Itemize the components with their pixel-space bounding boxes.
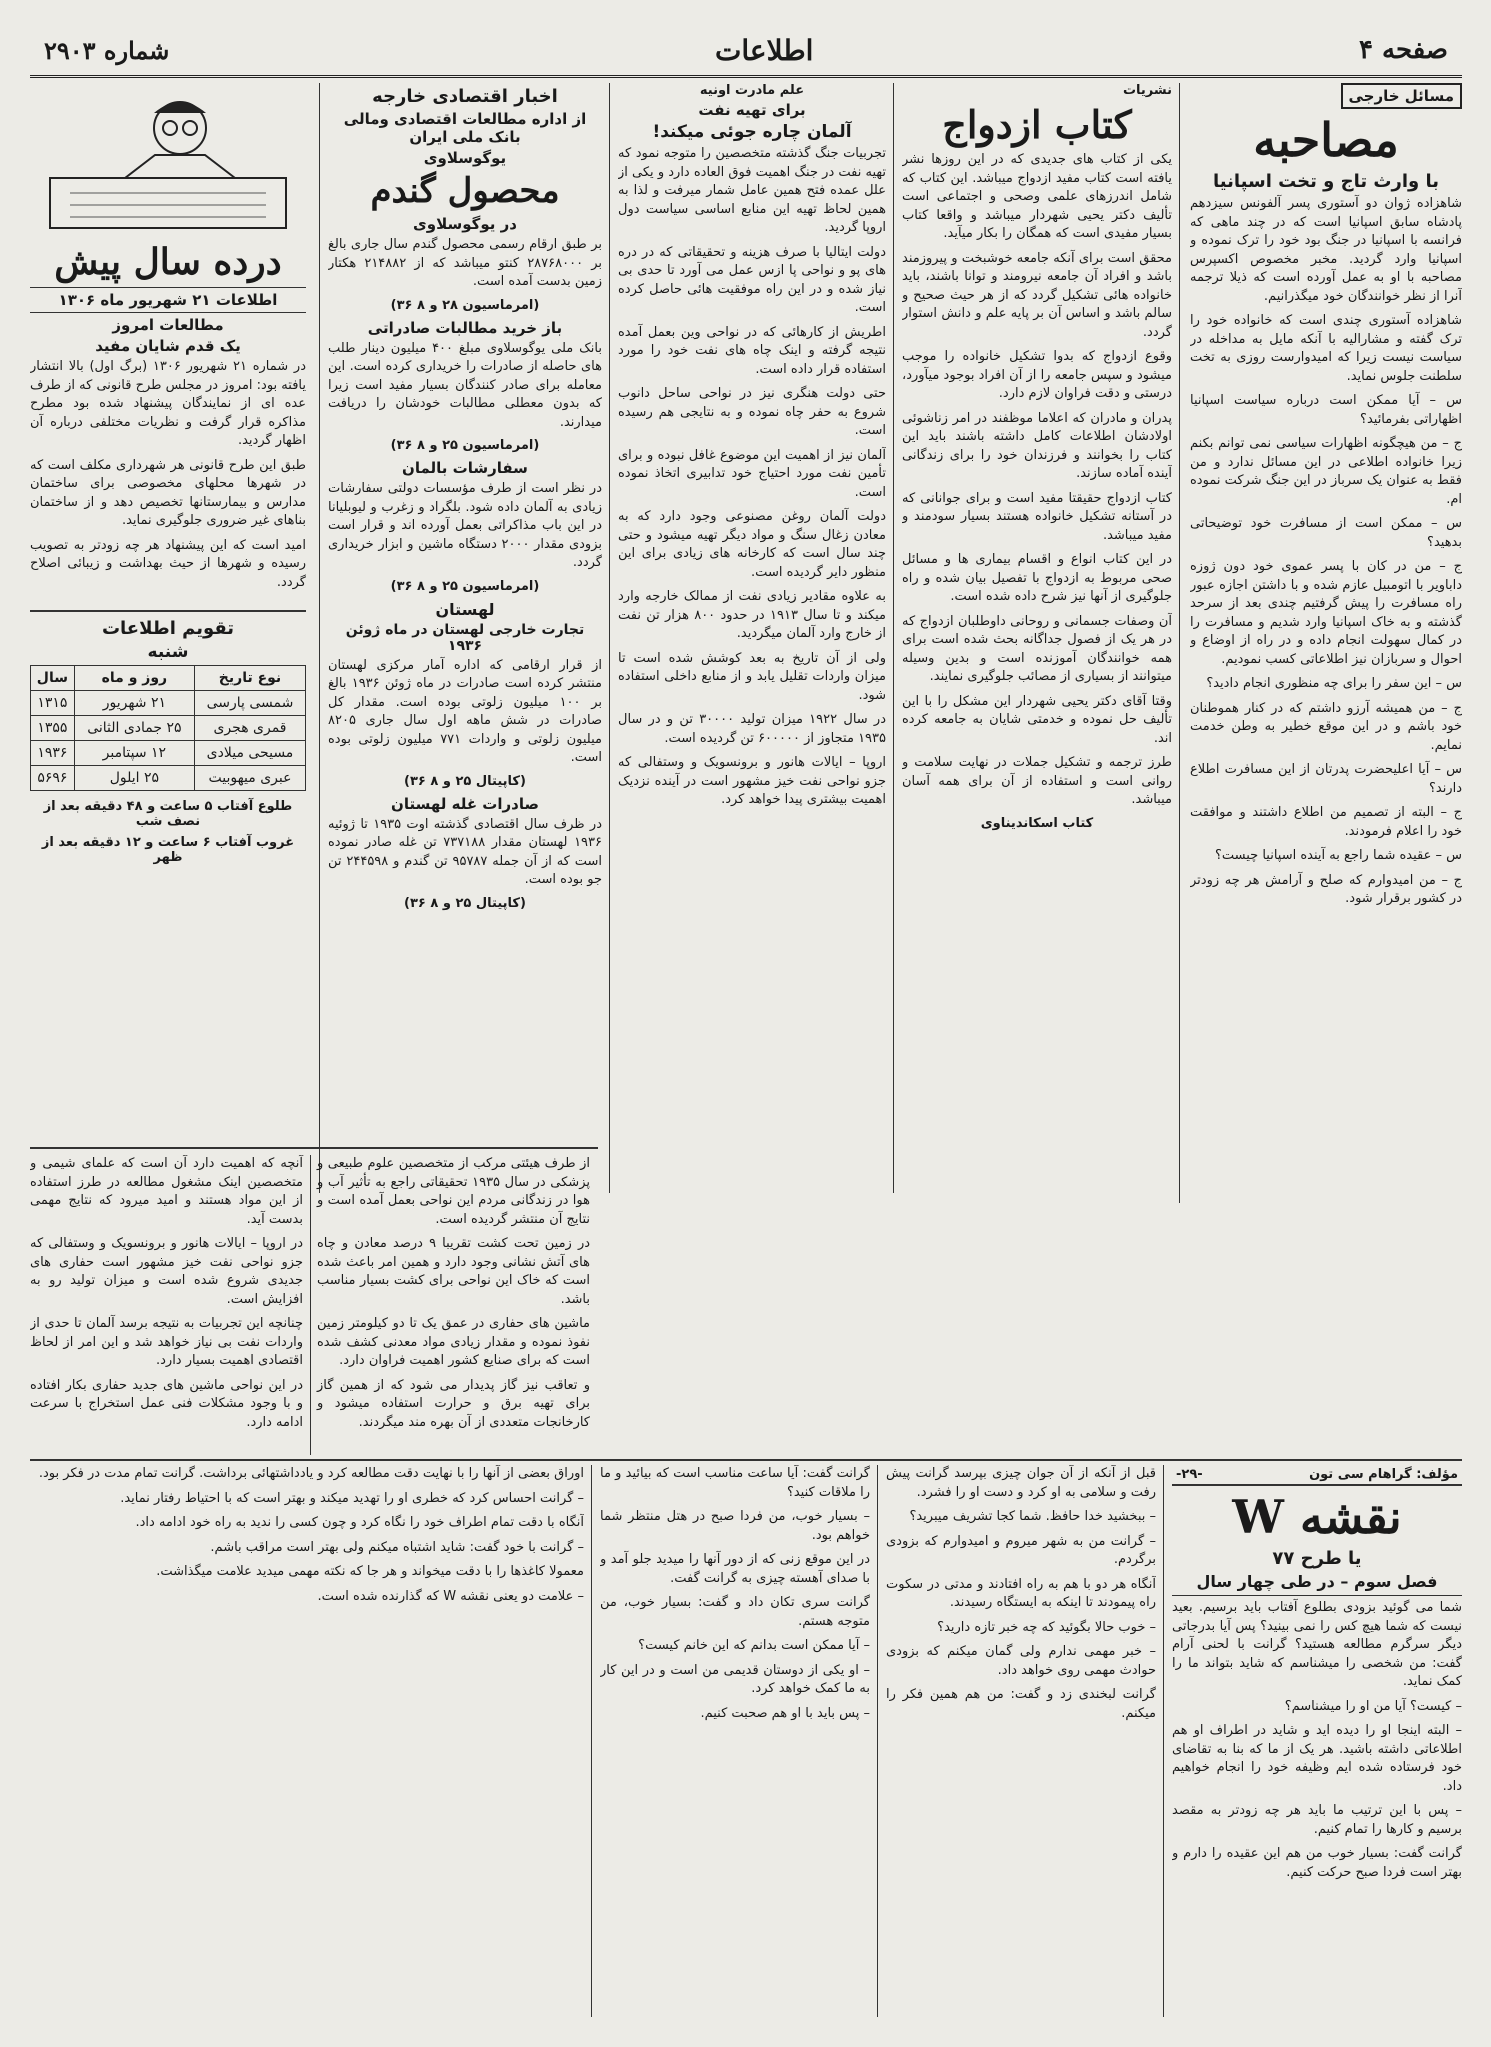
paragraph: ماشین های حفاری در عمق یک تا دو کیلومتر زمین نفوذ نموده و مقدار زیادی مواد معدنی کشف شده است که برای صنایع کشور اهمیت فراوان دارد. (317, 1316, 590, 1368)
paragraph: دولت آلمان روغن مصنوعی وجود دارد که به معادن زغال سنگ و مواد دیگر تهیه میشود و حتی چند سال است که کارخانه های زیادی برای این منظور دایر گردیده است. (618, 509, 886, 580)
calendar-cell: عبری میهوبیت (194, 766, 305, 791)
paragraph: محقق است برای آنکه جامعه خوشبخت و پیروزمند باشد و افراد آن جامعه نیرومند و توانا باشند، باید خانواده هائی تشکیل گردد که از هر حیث صحیح و سالم باشد و اساس آن بر پایه علم و دانش استوار گردد. (902, 250, 1172, 340)
serial-installment: -۲۹- (1176, 1467, 1203, 1482)
source-heading: از اداره مطالعات اقتصادی ومالی بانک ملی ایران (343, 110, 587, 146)
signature: کتاب اسکاندیناوی (980, 815, 1094, 831)
paragraph: شاهزاده ژوان دو آستوری پسر آلفونس سیزدهم پادشاه سابق اسپانیا است که در چند ماهی که فرانسه با اسپانیا در جنگ بود خود را ترک نموده و اسپانیا وارد گردید. مخبر مخصوص اکسپرس مصاحبه با او به عمل آورده است که ذیلا ترجمه آنرا از نظر خوانندگان خود میگذرانیم. (1190, 196, 1462, 304)
paragraph: س – ممکن است از مسافرت خود توضیحاتی بدهید؟ (1190, 516, 1462, 550)
country-heading: یوگوسلاوی (423, 149, 507, 167)
paragraph: طبق این طرح قانونی هر شهرداری مکلف است که در شهرها محلهای مخصوصی برای ساختمان مدارس و بیمارستانها تخصیص دهد و از ساختمان بناهای غیر ضروری جلوگیری نماید. (30, 457, 306, 528)
paragraph: ج – من امیدوارم که صلح و آرامش هر چه زودتر در کشور برقرار شود. (1190, 872, 1462, 906)
paragraph: پدران و مادران که اعلاما موظفند در امر زناشوئی اولادشان اطلاعات کامل داشته باشند باید این کتاب را بخوانند و فرزندان خود را برای زندگانی آینده آماده سازند. (902, 410, 1172, 481)
paragraph: آنگاه با دقت تمام اطراف خود را نگاه کرد و چون کسی را ندید به راه خود ادامه داد. (135, 1515, 584, 1530)
section-rule (30, 1459, 1462, 1461)
calendar-header: سال (31, 666, 75, 691)
country-heading: لهستان (435, 599, 495, 619)
page-number: صفحه ۴ (1359, 35, 1448, 65)
calendar-header: روز و ماه (74, 666, 194, 691)
issue-number: شماره ۲۹۰۳ (44, 35, 170, 65)
article-title: آلمان چاره جوئی میکند! (652, 122, 852, 142)
column-rule (893, 83, 894, 1193)
paragraph: از طرف هیئتی مرکب از متخصصین علوم طبیعی و پزشکی در سال ۱۹۳۵ تحقیقاتی راجع به تأثیر آب و هوا در زندگانی مردم این نواحی بعمل آمده است و نتایج آن منتشر گردیده است. (317, 1156, 590, 1227)
section-heading: مطالعات امروز (112, 316, 224, 334)
paragraph: گرانت سری تکان داد و گفت: بسیار خوب، من متوجه هستم. (600, 1595, 870, 1629)
paragraph: – گرانت احساس کرد که خطری او را تهدید میکند و بهتر است که با احتیاط رفتار نماید. (120, 1490, 584, 1506)
masthead (30, 25, 1462, 78)
calendar-cell: ۱۲ سپتامبر (74, 741, 194, 766)
source-note: (امرماسیون ۲۵ و ۸ ۳۶) (390, 438, 540, 453)
paragraph: به علاوه مقادیر زیادی نفت از ممالک خارجه وارد میکند و تا سال ۱۹۱۳ در حدود ۸۰۰ هزار تن نفت از خارج وارد آلمان میگردید. (618, 589, 886, 641)
paragraph: – کیست؟ آیا من او را میشناسم؟ (1284, 1698, 1462, 1714)
article-title: کتاب ازدواج (942, 102, 1132, 147)
calendar-cell: قمری هجری (194, 716, 305, 741)
sunset-time: غروب آفتاب ۶ ساعت و ۱۲ دقیقه بعد از ظهر (41, 835, 295, 865)
section-kicker: علم مادرت اونیه (699, 83, 805, 98)
paragraph: – پس باید با او هم صحبت کنیم. (700, 1705, 870, 1721)
paragraph: و تعاقب نیز گاز پدیدار می شود که از همین گاز برای تهیه برق و حرارت استفاده میشود و کارخانجات متعددی از آن بهره مند میگردند. (317, 1377, 590, 1430)
paragraph: گرانت گفت: بسیار خوب من هم این عقیده را دارم و بهتر است فردا صبح حرکت کنیم. (1172, 1846, 1462, 1880)
paragraph: وقتا آقای دکتر یحیی شهردار این مشکل را با این تألیف حل نموده و خدمتی شایان به جامعه کرده اند. (902, 693, 1172, 746)
paragraph: دولت ایتالیا با صرف هزینه و تحقیقاتی که در دره های پو و نواحی پا ازس عمل می آورد تا حدی بی نیاز شده و در این راه موفقیت هائی حاصل کرده است. (618, 244, 886, 315)
paragraph: اروپا – ایالات هانور و برونسویک و وستفالی که جزو نواحی نفت خیز مشهور است در آینده نزدیک اهمیت بیشتری پیدا خواهد کرد. (618, 755, 886, 807)
serial-title: نقشه W (1232, 1490, 1402, 1544)
paragraph: – او یکی از دوستان قدیمی من است و در این کار به ما کمک خواهد کرد. (600, 1662, 870, 1696)
paragraph: یکی از کتاب های جدیدی که در این روزها نشر یافته است کتاب مفید ازدواج میباشد. این کتاب که شامل اندرزهای علمی وصحی و اجتماعی است تألیف دکتر یحیی شهردار میباشد و واقعا کتاب بسیار مفیدی است که همگان را بکار میآید. (902, 152, 1172, 241)
column-book-review (902, 83, 1172, 1453)
paragraph: معمولا کاغذها را با دقت میخواند و هر جا که نکته مهمی میدید علامت میگذاشت. (156, 1564, 584, 1579)
paragraph: ج – من همیشه آرزو داشتم که در کنار هموطنان خود باشم و در این موقع خطیر به وطن خدمت نمایم. (1190, 700, 1462, 753)
paragraph: آنگاه هر دو با هم به راه افتادند و مدتی در سکوت راه پیمودند تا اینکه به ایستگاه رسیدند. (886, 1576, 1156, 1610)
calendar-table (30, 665, 306, 791)
dateline: اطلاعات ۲۱ شهریور ماه ۱۳۰۶ (30, 287, 306, 313)
newspaper-name: اطلاعات (715, 33, 814, 67)
calendar-cell: مسیحی میلادی (194, 741, 305, 766)
column-rule (319, 83, 320, 1193)
reading-man-illustration (30, 83, 306, 233)
paragraph: – ببخشید خدا حافظ. شما کجا تشریف میبرید؟ (909, 1509, 1156, 1524)
paragraph: کتاب ازدواج حقیقتا مفید است و برای جوانانی که در آستانه تشکیل خانواده هستند بسیار سودمند و مفید میباشد. (902, 490, 1172, 543)
section-heading: باز خرید مطالبات صادراتی (367, 318, 563, 337)
paragraph: شاهزاده آستوری چندی است که خانواده خود را ترک گفته و مشارالیه با آنکه مایل به مداخله در سیاست نیست زیرا که امیدوارست روزی به تخت سلطنت جلوس نماید. (1190, 313, 1462, 384)
serial-subtitle: یا طرح ۷۷ (1272, 1548, 1362, 1569)
paragraph: – گرانت من به شهر میروم و امیدوارم که بزودی برگردم. (886, 1533, 1156, 1567)
paragraph: س – این سفر را برای چه منظوری انجام دادید؟ (1206, 676, 1462, 691)
paragraph: در این موقع زنی که از دور آنها را میدید جلو آمد و با صدای آهسته چیزی به گرانت گفت. (600, 1552, 870, 1586)
table-row (31, 766, 306, 791)
paragraph: اوراق بعضی از آنها را با نهایت دقت مطالعه کرد و یادداشتهائی برداشت. گرانت تمام مدت در فکر بود. (38, 1466, 584, 1481)
paragraph: در این نواحی ماشین های جدید حفاری بکار افتاده و با وجود مشکلات فنی عمل استخراج با سرعت ادامه دارد. (30, 1377, 303, 1430)
paragraph: آن وصفات جسمانی و روحانی داوطلبان ازدواج که در هر یک از فصول جداگانه بحث شده است برای همه خوانندگان آموزنده است و بدین وسیله میتوانند از بسیاری از مصائب جلوگیری نمایند. (902, 613, 1172, 684)
paragraph: – آیا ممکن است بدانم که این خانم کیست؟ (638, 1638, 870, 1653)
article-subtitle: در یوگوسلاوی (413, 215, 517, 233)
paragraph: در شماره ۲۱ شهریور ۱۳۰۶ (برگ اول) بالا انتشار یافته بود: امروز در مجلس طرح قانونی که از طرف عده ای از نمایندگان پیشنهاد شده بود مطرح مذاکره قرار گرفت و نظریات مختلفی درباره آن اظهار گردید. (30, 359, 306, 448)
column-interview (1190, 83, 1462, 1455)
calendar-cell: ۲۱ شهریور (74, 691, 194, 716)
article-title: مصاحبه (1253, 113, 1399, 167)
article-subtitle: با وارث تاج و تخت اسپانیا (1213, 171, 1439, 192)
calendar-title: تقویم اطلاعات (30, 610, 306, 639)
source-note: (کاپیتال ۲۵ و ۸ ۳۶) (404, 895, 526, 911)
section-title: درده سال پیش (54, 241, 282, 283)
paragraph: – خبر مهمی ندارم ولی گمان میکنم که بزودی حوادث مهمی روی خواهد داد. (886, 1644, 1156, 1678)
paragraph: چنانچه این تجربیات به نتیجه برسد آلمان تا حدی از واردات نفت بی نیاز خواهد شد و این امر از لحاظ اقتصادی اهمیت بسیار دارد. (30, 1316, 303, 1368)
paragraph: در ظرف سال اقتصادی گذشته اوت ۱۹۳۵ تا ژوئیه ۱۹۳۶ لهستان مقدار ۷۳۷۱۸۸ تن غله صادر نموده است که از آن جمله ۹۵۷۸۷ تن گندم و ۲۴۴۵۹۸ تن جو بوده است. (328, 816, 602, 887)
paragraph: در این کتاب انواع و اقسام بیماری ها و مسائل صحی مربوط به ازدواج با تفصیل بیان شده و راه جلوگیری از آنها نیز شرح داده شده است. (902, 552, 1172, 604)
serial-author: مؤلف: گراهام سی تون (1309, 1467, 1458, 1482)
section-badge: مسائل خارجی (1341, 83, 1463, 109)
paragraph: در اروپا – ایالات هانور و برونسویک و وستفالی که جزو نواحی نفت خیز مشهور است حفاری های جدیدی شروع شده است و میزان تولید رو به افزایش است. (30, 1236, 303, 1307)
paragraph: ج – البته از تصمیم من اطلاع داشتند و موافقت خود را اعلام فرمودند. (1190, 805, 1462, 839)
paragraph: ولی از آن تاریخ به بعد کوشش شده است تا میزان واردات تقلیل یابد و از منابع داخلی استفاده شود. (618, 650, 886, 703)
paragraph: در نظر است از طرف مؤسسات دولتی سفارشات زیادی به آلمان داده شود. بلگراد و زغرب و لیوبلیانا در این باب مذاکراتی بعمل آورده اند و قرار است بزودی مقدار ۲۰۰۰ دستگاه ماشین و ابزار خریداری گردد. (328, 481, 602, 570)
paragraph: س – آیا ممکن است درباره سیاست اسپانیا اظهاراتی بفرمائید؟ (1190, 393, 1462, 427)
paragraph: امید است که این پیشنهاد هر چه زودتر به تصویب رسیده و شهرها از حیث بهداشت و زیبائی اصلاح گردد. (30, 537, 306, 590)
calendar-cell: ۵۶۹۶ (31, 766, 75, 791)
calendar-day: شنبه (147, 642, 189, 662)
paragraph: – بسیار خوب، من فردا صبح در هتل منتظر شما خواهم بود. (600, 1509, 870, 1543)
serial-column (30, 1465, 584, 2020)
calendar-cell: ۱۳۵۵ (31, 716, 75, 741)
calendar-cell: ۱۳۱۵ (31, 691, 75, 716)
paragraph: در سال ۱۹۲۲ میزان تولید ۳۰۰۰۰ تن و در سال ۱۹۳۵ متجاوز از ۶۰۰۰۰۰ تن گردیده است. (618, 712, 886, 746)
table-row (31, 741, 306, 766)
paragraph: – گرانت با خود گفت: شاید اشتباه میکنم ولی بهتر است مراقب باشم. (210, 1539, 584, 1555)
column-ten-years-ago (30, 83, 306, 1183)
paragraph: آنچه که اهمیت دارد آن است که علمای شیمی و متخصصین اینک مشغول مطالعه در طرز استفاده از این مواد هستند و امید میرود که نتایج مهمی بدست آید. (30, 1156, 303, 1227)
section-kicker: نشریات (1122, 83, 1172, 98)
paragraph: – خوب حالا بگوئید که چه خبر تازه دارید؟ (937, 1619, 1156, 1635)
source-note: (امرماسیون ۲۸ و ۸ ۳۶) (390, 297, 540, 313)
source-note: (امرماسیون ۲۵ و ۸ ۳۶) (390, 578, 540, 594)
calendar-header: نوع تاریخ (194, 666, 305, 691)
paragraph: از قرار ارقامی که اداره آمار مرکزی لهستان منتشر کرده است صادرات در ماه ژوئن ۱۹۳۶ بالغ بر ۱۰۰ میلیون زلوتی بوده است. مقدار کل صادرات در شش ماهه اول سال جاری ۸۲۰۵ میلیون زلوتی و واردات ۷۷۱ میلیون زلوتی بوده است. (328, 657, 602, 765)
paragraph: طرز ترجمه و تشکیل جملات در نهایت سلامت و روانی است و استفاده از آن برای همه آسان میباشد. (902, 755, 1172, 807)
table-row (31, 691, 306, 716)
column-economic-news (328, 83, 602, 1141)
table-row (31, 716, 306, 741)
newspaper-page (30, 25, 1462, 2020)
paragraph: – البته اینجا او را دیده اید و شاید در اطراف او هم اطلاعاتی داشته باشید. هر یک از ما که بنا به تقاضای خود فرستاده شده ایم وظیفه خود را انجام خواهیم داد. (1172, 1723, 1462, 1794)
paragraph: س – آیا اعلیحضرت پدرتان از این مسافرت اطلاع دارند؟ (1190, 762, 1462, 796)
article-title: یک قدم شایان مفید (95, 337, 241, 355)
paragraph: قبل از آنکه از آن جوان چیزی بپرسد گرانت پیش رفت و سلامی به او کرد و دست او را فشرد. (886, 1466, 1156, 1500)
paragraph: شما می گوئید بزودی بطلوع آفتاب باید برسیم. بعید نیست که شما هیچ کس را نمی بینید؟ پس آیا بدرجاتی دیگر سرگرم مطالعه هستید؟ گرانت با لحنی آرام گفت: من شخصی را میشناسم که شاید بتواند ما را کمک نماید. (1172, 1600, 1462, 1689)
section-heading: تجارت خارجی لهستان در ماه ژوئن ۱۹۳۶ (345, 621, 585, 654)
oil-article-continuation (30, 1155, 590, 1455)
sunrise-time: طلوع آفتاب ۵ ساعت و ۴۸ دقیقه بعد از نصف شب (43, 799, 293, 829)
paragraph: بر طبق ارقام رسمی محصول گندم سال جاری بالغ بر ۲۸۷۶۸۰۰۰ کنتو میباشد که از ۲۱۴۸۸۲ هکتار زمین بدست آمده است. (328, 237, 602, 289)
paragraph: آلمان نیز از اهمیت این موضوع غافل نبوده و برای تأمین نفت مورد احتیاج خود تدابیری اتخاذ نموده است. (618, 447, 886, 500)
column-oil-article (618, 83, 886, 1453)
paragraph: بانک ملی یوگوسلاوی مبلغ ۴۰۰ میلیون دینار طلب های حاصله از صادرات را خریداری کرده است. این معامله برای صادر کنندگان بسیار مفید است زیرا که بدون معطلی مطالبات خودشان را دریافت میدارند. (328, 340, 602, 430)
section-heading: سفارشات بالمان (402, 459, 528, 477)
paragraph: اطریش از کارهائی که در نواحی وین بعمل آمده نتیجه گرفته و اینک چاه های نفت خود را مورد استفاده قرار داده است. (618, 324, 886, 377)
column-rule (1179, 83, 1180, 1203)
section-heading: صادرات غله لهستان (391, 794, 539, 813)
source-note: (کاپیتال ۲۵ و ۸ ۳۶) (404, 773, 526, 789)
paragraph: در زمین تحت کشت تقریبا ۹ درصد معادن و چاه های آتش نشانی وجود دارد و همین امر باعث شده است که خاک این نواحی برای کشت بسیار مناسب باشد. (317, 1236, 590, 1307)
section-kicker: اخبار اقتصادی خارجه (372, 86, 558, 107)
column-rule (1163, 1465, 1164, 2017)
calendar-cell: ۱۹۳۶ (31, 741, 75, 766)
paragraph: گرانت گفت: آیا ساعت مناسب است که بیائید و ما را ملاقات کنید؟ (600, 1466, 870, 1500)
paragraph: س – عقیده شما راجع به آینده اسپانیا چیست؟ (1214, 848, 1462, 863)
article-subtitle: برای تهیه نفت (698, 101, 806, 119)
serial-chapter: فصل سوم – در طی چهار سال (1172, 1572, 1462, 1596)
column-rule (591, 1465, 592, 2017)
paragraph: ج – من در کان با پسر عموی خود دون ژوزه داباویر با اتومبیل عازم شده و با داشتن اجازه عبور راه مسافرت را پیش گرفتیم چندی بعد از سرحد گذشته و به خاک اسپانیا وارد شدیم و مسافرت را در کمال سهولت انجام داده و در راه از اوضاع و احوال و سربازان نیز اطلاعاتی کسب نمودیم. (1190, 559, 1462, 667)
paragraph: ج – من هیچگونه اظهارات سیاسی نمی توانم بکنم زیرا خانواده اطلاعی در این مسائل ندارد و من فقط به عنوان یک سرباز در این جنگ شرکت نموده ام. (1190, 436, 1462, 507)
column-rule (609, 83, 610, 1193)
paragraph: گرانت لبخندی زد و گفت: من هم همین فکر را میکنم. (886, 1687, 1156, 1721)
calendar-cell: ۲۵ جمادی الثانی (74, 716, 194, 741)
paragraph: حتی دولت هنگری نیز در نواحی ساحل دانوب شروع به حفر چاه نموده و به نتایجی هم رسیده است. (618, 386, 886, 438)
serial-header (1172, 1465, 1462, 2020)
serial-column (600, 1465, 870, 2020)
article-title: محصول گندم (370, 171, 560, 211)
paragraph: وقوع ازدواج که بدوا تشکیل خانواده را موجب میشود و سپس جامعه را از آن افراد بوجود میآورد، درستی و دقت فراوان لازم دارد. (902, 349, 1172, 401)
column-rule (877, 1465, 878, 2017)
paragraph: – پس با این ترتیب ما باید هر چه زودتر به مقصد برسیم و کارها را تمام کنیم. (1172, 1803, 1462, 1837)
calendar-cell: ۲۵ ایلول (74, 766, 194, 791)
paragraph: – علامت دو یعنی نقشه W که گذارنده شده است. (317, 1588, 584, 1604)
serial-column (886, 1465, 1156, 2020)
paragraph: تجربیات جنگ گذشته متخصصین را متوجه نمود که تهیه نفت در جنگ اهمیت فوق العاده دارد و یکی از علل عمده فتح همین عامل شمار میرفت و لذا به همین لحاظ تهیه این منابع اساسی سیاست دول اروپا گردید. (618, 146, 886, 235)
calendar-cell: شمسی پارسی (194, 691, 305, 716)
